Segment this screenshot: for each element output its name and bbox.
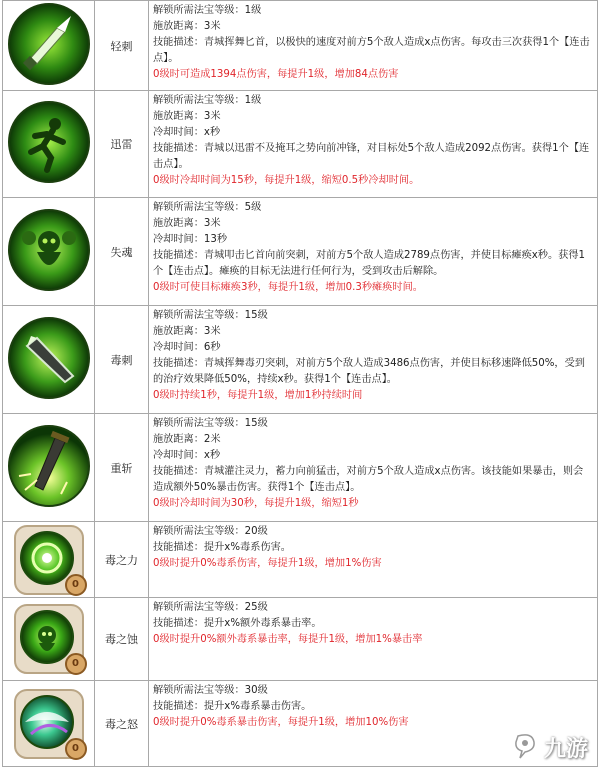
skill-effect-line: 技能描述：提升x%额外毒系暴击率。	[153, 618, 322, 629]
upgrade-line: 0级时冷却时间为15秒，每提升1级，缩短0.5秒冷却时间。	[153, 175, 420, 186]
unlock-level-line: 解锁所需法宝等级：25级	[153, 602, 268, 613]
skill-icon-cell	[3, 598, 95, 681]
skill-name: 毒之蚀	[95, 598, 149, 681]
skill-effect-line: 技能描述：提升x%毒系暴击伤害。	[153, 701, 312, 712]
skill-description	[149, 306, 598, 414]
upgrade-line: 0级时提升0%毒系暴击伤害，每提升1级，增加10%伤害	[153, 717, 409, 728]
cooldown-line: 冷却时间：x秒	[153, 450, 221, 461]
upgrade-line: 0级时冷却时间为30秒，每提升1级，缩短1秒	[153, 498, 359, 509]
skill-icon-cell	[3, 1, 95, 91]
level-badge: 0	[65, 738, 87, 760]
unlock-level-line: 解锁所需法宝等级：5级	[153, 202, 262, 213]
poison-corrode-icon	[11, 603, 87, 675]
skill-row	[3, 198, 598, 306]
skill-effect-line: 技能描述：青城叩击匕首向前突刺，对前方5个敌人造成2789点伤害，并使目标瘫痪x秒。获得1个【连击点】。瘫痪的目标无法进行任何行为，受到攻击后解除。	[153, 250, 586, 277]
skill-description	[149, 522, 598, 598]
skill-row	[3, 306, 598, 414]
skill-effect-line: 技能描述：青城挥舞匕首，以极快的速度对前方5个敌人造成x点伤害。每攻击三次获得1个【连击点】。	[153, 37, 590, 64]
skill-icon-cell	[3, 91, 95, 198]
skill-icon-cell	[3, 414, 95, 522]
skill-name: 轻刺	[95, 1, 149, 91]
skill-name: 毒刺	[95, 306, 149, 414]
cast-range-line: 施放距离：2米	[153, 434, 221, 445]
skill-icon-cell	[3, 198, 95, 306]
watermark	[510, 730, 588, 764]
unlock-level-line: 解锁所需法宝等级：15级	[153, 310, 268, 321]
unlock-level-line: 解锁所需法宝等级：30级	[153, 685, 268, 696]
unlock-level-line: 解锁所需法宝等级：1级	[153, 95, 262, 106]
ghost-skull-icon	[7, 208, 91, 296]
skill-icon-cell	[3, 306, 95, 414]
skill-row	[3, 414, 598, 522]
upgrade-line: 0级时可使目标瘫痪3秒，每提升1级，增加0.3秒瘫痪时间。	[153, 282, 423, 293]
skill-table	[2, 0, 598, 767]
cast-range-line: 施放距离：3米	[153, 111, 221, 122]
skill-name: 毒之力	[95, 522, 149, 598]
skill-name: 重斩	[95, 414, 149, 522]
skill-description	[149, 91, 598, 198]
unlock-level-line: 解锁所需法宝等级：20级	[153, 526, 268, 537]
skill-description	[149, 1, 598, 91]
upgrade-line: 0级时可造成1394点伤害，每提升1级，增加84点伤害	[153, 69, 399, 80]
skill-description	[149, 198, 598, 306]
poison-fury-icon	[11, 688, 87, 760]
watermark-text: 九游	[543, 736, 588, 762]
skill-row	[3, 598, 598, 681]
cooldown-line: 冷却时间：6秒	[153, 342, 221, 353]
poison-blade-icon	[7, 316, 91, 404]
running-figure-icon	[7, 100, 91, 188]
skill-effect-line: 技能描述：青城挥舞毒刃突刺，对前方5个敌人造成3486点伤害，并使目标移速降低50%，受到的治疗效果降低50%，持续x秒。获得1个【连击点】。	[153, 358, 585, 385]
upgrade-line: 0级时持续1秒，每提升1级，增加1秒持续时间	[153, 390, 363, 401]
cast-range-line: 施放距离：3米	[153, 218, 221, 229]
skill-row	[3, 91, 598, 198]
skill-name: 失魂	[95, 198, 149, 306]
poison-power-icon	[11, 524, 87, 596]
skill-effect-line: 技能描述：青城灌注灵力，蓄力向前猛击，对前方5个敌人造成x点伤害。该技能如果暴击，则会造成额外50%暴击伤害。获得1个【连击点】。	[153, 466, 584, 493]
skill-icon-cell	[3, 681, 95, 767]
skill-row	[3, 1, 598, 91]
skill-row	[3, 681, 598, 767]
jiuyou-logo-icon	[510, 730, 540, 764]
upgrade-line: 0级时提升0%毒系伤害，每提升1级，增加1%伤害	[153, 558, 382, 569]
skill-name: 迅雷	[95, 91, 149, 198]
skill-description	[149, 414, 598, 522]
upgrade-line: 0级时提升0%额外毒系暴击率，每提升1级，增加1%暴击率	[153, 634, 423, 645]
skill-description	[149, 598, 598, 681]
cast-range-line: 施放距离：3米	[153, 21, 221, 32]
unlock-level-line: 解锁所需法宝等级：15级	[153, 418, 268, 429]
cooldown-line: 冷却时间：x秒	[153, 127, 221, 138]
level-badge: 0	[65, 574, 87, 596]
skill-effect-line: 技能描述：提升x%毒系伤害。	[153, 542, 291, 553]
dagger-slash-icon	[7, 2, 91, 90]
skill-icon-cell	[3, 522, 95, 598]
skill-effect-line: 技能描述：青城以迅雷不及掩耳之势向前冲锋，对目标处5个敌人造成2092点伤害。获得1个【连击点】。	[153, 143, 590, 170]
skill-name: 毒之怒	[95, 681, 149, 767]
cast-range-line: 施放距离：3米	[153, 326, 221, 337]
level-badge: 0	[65, 653, 87, 675]
cooldown-line: 冷却时间：13秒	[153, 234, 228, 245]
skill-row	[3, 522, 598, 598]
unlock-level-line: 解锁所需法宝等级：1级	[153, 5, 262, 16]
heavy-sword-icon	[7, 424, 91, 512]
